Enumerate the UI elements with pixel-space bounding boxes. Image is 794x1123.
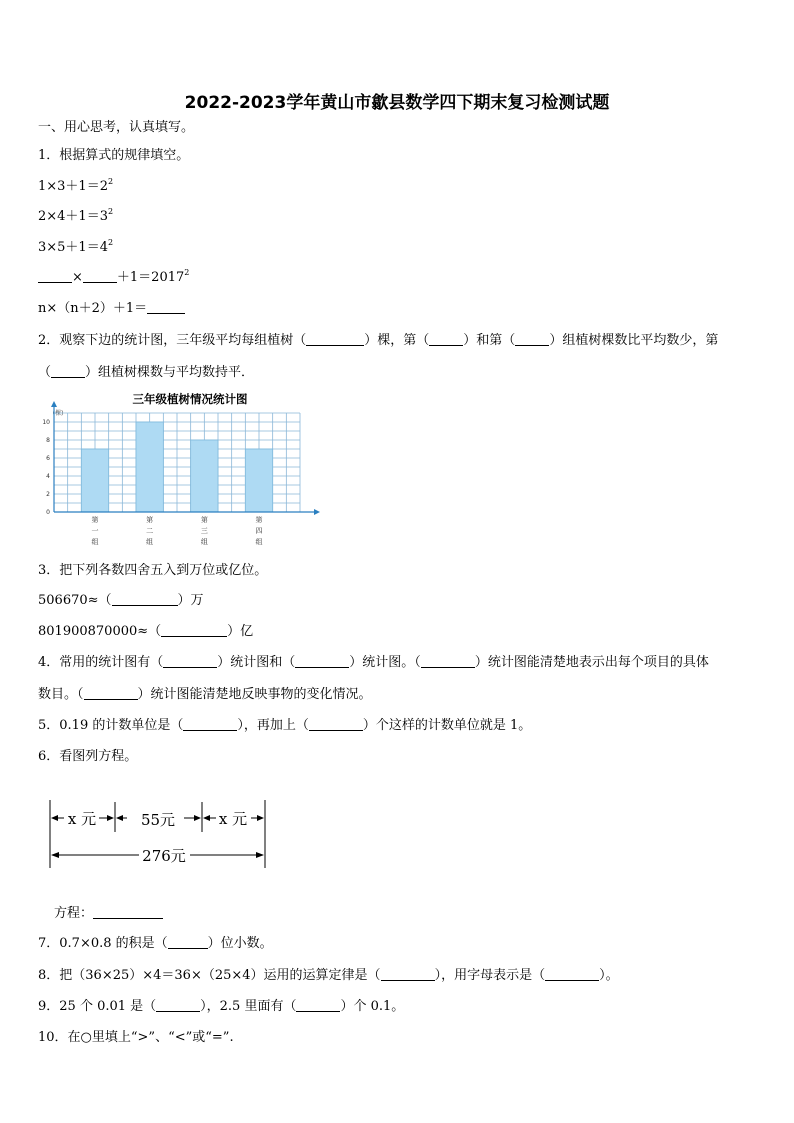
- chart-x-label: [92, 515, 99, 546]
- chart-y-tick-label: 2: [46, 491, 50, 498]
- chart-x-label-char: 第: [255, 516, 263, 524]
- segment-x-right: x 元: [218, 810, 248, 828]
- chart-x-label-char: 组: [200, 538, 208, 546]
- chart-x-label: [201, 515, 208, 546]
- q1-eq4-mid: ×: [72, 270, 83, 285]
- q2-p3: ）和第（: [463, 333, 516, 348]
- chart-bar: [81, 449, 108, 512]
- q4-blank-b[interactable]: [295, 653, 349, 668]
- q3-stem: 3．把下列各数四舍五入到万位或亿位。: [38, 563, 268, 578]
- q7-p2: ）位小数。: [207, 936, 273, 951]
- chart-x-label-char: 三: [200, 527, 208, 535]
- chart-x-label-char: 第: [91, 516, 99, 524]
- q5-p2: ），再加上（: [237, 718, 309, 733]
- q4-p4: ）统计图能清楚地表示出每个项目的具体: [474, 655, 709, 670]
- q7-p1: 7．0.7×0.8 的积是（: [38, 936, 168, 951]
- q1-eq3-exp: 2: [107, 238, 114, 247]
- line-segment-diagram: [44, 796, 274, 872]
- q1-eq1-base: 1×3＋1＝2: [38, 179, 108, 194]
- q6-stem: 6．看图列方程。: [38, 749, 138, 764]
- q6-answer-label: 方程：: [54, 906, 94, 921]
- q1-eq1: [38, 177, 113, 197]
- q7-blank[interactable]: [168, 934, 208, 949]
- chart-x-label-char: 组: [91, 538, 99, 546]
- section-heading: 一、用心思考，认真填写。: [38, 120, 195, 135]
- q3-a-right: ）万: [177, 593, 204, 608]
- q4-p2: ）统计图和（: [217, 655, 296, 670]
- q1-blank-b[interactable]: [83, 268, 117, 283]
- q1-eq2-base: 2×4＋1＝3: [38, 209, 108, 224]
- q1-eq3: [38, 238, 113, 258]
- q8-blank-a[interactable]: [381, 966, 435, 981]
- q6-equation-blank[interactable]: [93, 904, 163, 919]
- q3-b: [38, 622, 253, 642]
- chart-y-tick-label: 4: [46, 473, 50, 480]
- chart-y-tick-label: 6: [46, 455, 50, 462]
- q6-answer: [54, 904, 163, 924]
- q2-p4: ）组植树棵数比平均数少，第: [549, 333, 719, 348]
- chart-y-tick-label: 10: [42, 419, 50, 426]
- segment-55: 55元: [140, 811, 176, 829]
- chart-x-label-char: 第: [146, 516, 154, 524]
- q2-blank-group-b[interactable]: [515, 331, 549, 346]
- chart-x-label-char: 一: [91, 527, 99, 535]
- q3-blank-b[interactable]: [161, 622, 227, 637]
- chart-bar: [245, 449, 272, 512]
- q4-p6: ）统计图能清楚地反映事物的变化情况。: [137, 687, 372, 702]
- q2-p2: ）棵，第（: [364, 333, 430, 348]
- q1-eq1-exp: 2: [107, 177, 114, 186]
- q2-blank-group-a[interactable]: [429, 331, 463, 346]
- q1-eq4-tail: ＋1＝2017: [116, 270, 185, 285]
- q5-p1: 5．0.19 的计数单位是（: [38, 718, 184, 733]
- chart-x-label: [256, 515, 263, 546]
- q5-p3: ）个这样的计数单位就是 1。: [362, 718, 532, 733]
- q4-p5: 数目。（: [38, 687, 84, 702]
- q3-a-left: 506670≈（: [38, 593, 112, 608]
- q1-eq4: [38, 268, 189, 288]
- chart-x-label-char: 组: [146, 538, 154, 546]
- chart-x-categories: [92, 515, 263, 546]
- chart-x-label-char: 组: [255, 538, 263, 546]
- chart-unit-label: (棵): [52, 410, 64, 417]
- q8-text: [38, 966, 619, 986]
- chart-bar: [136, 422, 163, 512]
- q9-blank-b[interactable]: [296, 997, 340, 1012]
- q4-text: [38, 647, 758, 711]
- q8-p3: ）。: [599, 968, 619, 983]
- q2-blank-average[interactable]: [306, 331, 364, 346]
- q9-p2: ），2.5 里面有（: [200, 999, 297, 1014]
- q8-p1: 8．把（36×25）×4＝36×（25×4）运用的运算定律是（: [38, 968, 381, 983]
- q4-p1: 4．常用的统计图有（: [38, 655, 164, 670]
- page-title: 2022-2023学年黄山市歙县数学四下期末复习检测试题: [184, 93, 610, 113]
- q10-text: 10．在○里填上“>”、“<”或“=”.: [38, 1030, 234, 1045]
- chart-x-label-char: 二: [146, 527, 154, 535]
- q9-blank-a[interactable]: [156, 997, 200, 1012]
- q4-blank-d[interactable]: [84, 685, 138, 700]
- q8-p2: ），用字母表示是（: [434, 968, 546, 983]
- chart-x-label-char: 第: [200, 516, 208, 524]
- q1-eq2: [38, 207, 113, 227]
- chart-bar: [191, 440, 218, 512]
- q2-p5: （: [38, 365, 52, 380]
- q9-text: [38, 997, 404, 1017]
- segment-total: 276元: [142, 847, 186, 865]
- x-axis-arrow: [314, 509, 320, 515]
- q1-eq5: [38, 299, 185, 319]
- q4-p3: ）统计图。（: [349, 655, 421, 670]
- q3-b-right: ）亿: [227, 624, 254, 639]
- q1-eq4-exp: 2: [184, 268, 190, 277]
- q7-text: [38, 934, 273, 954]
- q2-text: [38, 325, 758, 389]
- q9-p1: 9．25 个 0.01 是（: [38, 999, 157, 1014]
- q1-eq3-base: 3×5＋1＝4: [38, 240, 108, 255]
- q9-p3: ）个 0.1。: [340, 999, 405, 1014]
- q2-blank-group-c[interactable]: [51, 363, 85, 378]
- tree-planting-bar-chart: [38, 388, 328, 550]
- q2-p1: 2．观察下边的统计图，三年级平均每组植树（: [38, 333, 307, 348]
- q1-eq2-exp: 2: [107, 207, 114, 216]
- q8-blank-b[interactable]: [545, 966, 599, 981]
- segment-x-left: x 元: [67, 810, 97, 828]
- q4-blank-a[interactable]: [163, 653, 217, 668]
- chart-x-label-char: 四: [255, 527, 263, 535]
- q5-blank-b[interactable]: [309, 716, 363, 731]
- chart-y-tick-label: 8: [46, 437, 50, 444]
- q1-blank-c[interactable]: [147, 299, 185, 314]
- q2-p6: ）组植树棵数与平均数持平．: [85, 365, 255, 380]
- chart-title: 三年级植树情况统计图: [132, 392, 248, 406]
- chart-y-ticks: [42, 419, 50, 516]
- chart-y-tick-label: 0: [46, 509, 50, 516]
- y-axis-arrow: [51, 401, 57, 407]
- chart-x-label: [146, 515, 153, 546]
- q4-blank-c[interactable]: [421, 653, 475, 668]
- q1-stem: 1．根据算式的规律填空。: [38, 148, 190, 163]
- q3-b-left: 801900870000≈（: [38, 624, 162, 639]
- q3-blank-a[interactable]: [112, 591, 178, 606]
- q3-a: [38, 591, 204, 611]
- q1-blank-a[interactable]: [38, 268, 72, 283]
- q5-text: [38, 716, 531, 736]
- q1-eq5-text: n×（n＋2）＋1＝: [38, 301, 148, 316]
- q5-blank-a[interactable]: [183, 716, 237, 731]
